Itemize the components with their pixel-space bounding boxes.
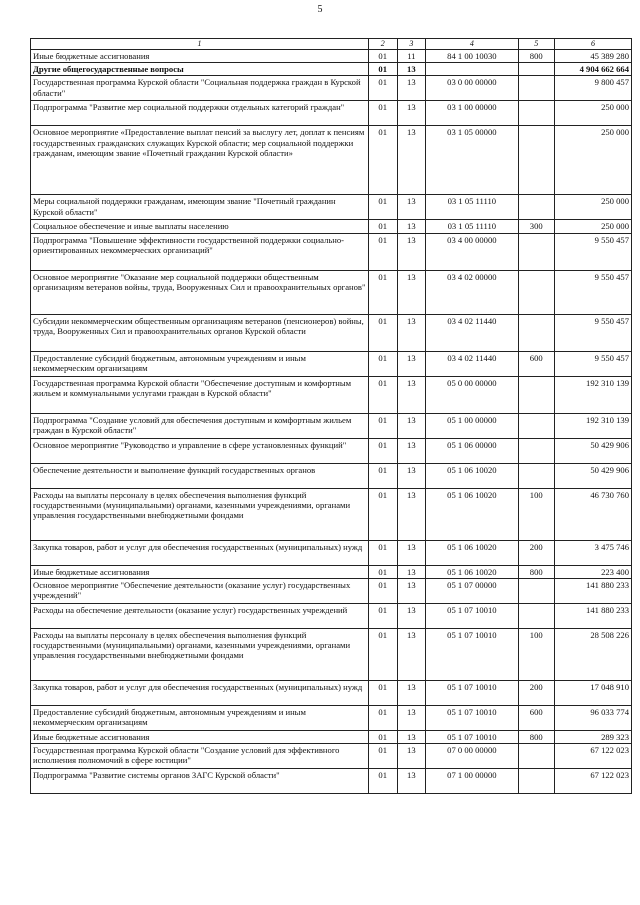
amount-cell: 46 730 760 (554, 488, 631, 540)
column-header: 2 (368, 39, 397, 50)
target-article-cell: 05 1 07 10010 (426, 680, 518, 705)
expense-name-cell: Социальное обеспечение и иные выплаты населению (31, 220, 369, 233)
expense-type-cell (518, 769, 554, 794)
expense-type-cell (518, 233, 554, 270)
table-row (31, 101, 632, 126)
target-article-cell: 03 4 02 11440 (426, 351, 518, 376)
amount-cell: 223 400 (554, 565, 631, 578)
target-article-cell: 05 1 06 10020 (426, 565, 518, 578)
subsection-code-cell: 13 (397, 730, 426, 743)
target-article-cell: 05 1 06 10020 (426, 540, 518, 565)
expense-type-cell: 200 (518, 540, 554, 565)
expense-name-cell: Иные бюджетные ассигнования (31, 565, 369, 578)
section-code-cell: 01 (368, 220, 397, 233)
section-code-cell: 01 (368, 413, 397, 438)
target-article-cell: 07 0 00 00000 (426, 744, 518, 769)
table-row (31, 314, 632, 351)
budget-table (30, 38, 632, 794)
amount-cell: 50 429 906 (554, 438, 631, 463)
expense-name-cell: Закупка товаров, работ и услуг для обеспечения государственных (муниципальных) нужд (31, 680, 369, 705)
amount-cell: 192 310 139 (554, 376, 631, 413)
section-code-cell: 01 (368, 376, 397, 413)
expense-name-cell: Подпрограмма "Развитие мер социальной поддержки отдельных категорий граждан" (31, 101, 369, 126)
subsection-code-cell: 13 (397, 488, 426, 540)
amount-cell: 250 000 (554, 126, 631, 195)
expense-name-cell: Основное мероприятие "Оказание мер социальной поддержки общественным организациям ветеранов войны, труда, Вооруженных Сил и правоохранительных органов" (31, 270, 369, 314)
target-article-cell: 84 1 00 10030 (426, 50, 518, 63)
amount-cell: 17 048 910 (554, 680, 631, 705)
expense-name-cell: Подпрограмма "Развитие системы органов ЗАГС Курской области" (31, 769, 369, 794)
expense-type-cell (518, 744, 554, 769)
expense-name-cell: Субсидии некоммерческим общественным организациям ветеранов (пенсионеров) войны, труда, Вооруженных Сил и правоохранительных органов Курской области (31, 314, 369, 351)
expense-type-cell: 200 (518, 680, 554, 705)
subsection-code-cell: 13 (397, 351, 426, 376)
target-article-cell: 05 1 07 10010 (426, 628, 518, 680)
expense-name-cell: Государственная программа Курской области "Создание условий для эффективного исполнения полномочий в сфере юстиции" (31, 744, 369, 769)
amount-cell: 67 122 023 (554, 744, 631, 769)
expense-type-cell: 100 (518, 488, 554, 540)
section-code-cell: 01 (368, 744, 397, 769)
table-row (31, 578, 632, 603)
column-number-row (31, 39, 632, 50)
table-row (31, 220, 632, 233)
expense-name-cell: Расходы на обеспечение деятельности (оказание услуг) государственных учреждений (31, 603, 369, 628)
expense-type-cell (518, 438, 554, 463)
expense-name-cell: Основное мероприятие "Обеспечение деятельности (оказание услуг) государственных учреждений" (31, 578, 369, 603)
table-row (31, 126, 632, 195)
subsection-code-cell: 13 (397, 63, 426, 76)
subsection-code-cell: 11 (397, 50, 426, 63)
section-code-cell: 01 (368, 314, 397, 351)
expense-name-cell: Иные бюджетные ассигнования (31, 730, 369, 743)
section-code-cell: 01 (368, 63, 397, 76)
section-code-cell: 01 (368, 730, 397, 743)
expense-name-cell: Другие общегосударственные вопросы (31, 63, 369, 76)
target-article-cell: 03 1 05 00000 (426, 126, 518, 195)
table-row (31, 50, 632, 63)
amount-cell: 4 904 662 664 (554, 63, 631, 76)
target-article-cell: 05 0 00 00000 (426, 376, 518, 413)
amount-cell: 9 550 457 (554, 351, 631, 376)
expense-name-cell: Государственная программа Курской области "Обеспечение доступным и комфортным жильем и коммунальными услугами граждан в Курской области" (31, 376, 369, 413)
expense-type-cell (518, 314, 554, 351)
table-row (31, 376, 632, 413)
target-article-cell: 05 1 07 10010 (426, 730, 518, 743)
amount-cell: 9 800 457 (554, 76, 631, 101)
table-row (31, 705, 632, 730)
expense-type-cell: 800 (518, 50, 554, 63)
section-code-cell: 01 (368, 270, 397, 314)
subsection-code-cell: 13 (397, 314, 426, 351)
target-article-cell (426, 63, 518, 76)
column-header: 3 (397, 39, 426, 50)
subsection-code-cell: 13 (397, 233, 426, 270)
expense-name-cell: Государственная программа Курской области "Социальная поддержка граждан в Курской области" (31, 76, 369, 101)
section-code-cell: 01 (368, 233, 397, 270)
table-row (31, 488, 632, 540)
subsection-code-cell: 13 (397, 126, 426, 195)
table-row (31, 769, 632, 794)
table-row (31, 540, 632, 565)
expense-name-cell: Основное мероприятие "Руководство и управление в сфере установленных функций" (31, 438, 369, 463)
expense-name-cell: Подпрограмма "Создание условий для обеспечения доступным и комфортным жильем граждан в Курской области" (31, 413, 369, 438)
expense-name-cell: Предоставление субсидий бюджетным, автономным учреждениям и иным некоммерческим организациям (31, 351, 369, 376)
target-article-cell: 07 1 00 00000 (426, 769, 518, 794)
expense-name-cell: Подпрограмма "Повышение эффективности государственной поддержки социально-ориентированных некоммерческих организаций" (31, 233, 369, 270)
section-code-cell: 01 (368, 126, 397, 195)
subsection-code-cell: 13 (397, 769, 426, 794)
subsection-code-cell: 13 (397, 270, 426, 314)
expense-type-cell (518, 270, 554, 314)
expense-type-cell (518, 126, 554, 195)
column-header: 5 (518, 39, 554, 50)
expense-type-cell (518, 76, 554, 101)
section-code-cell: 01 (368, 705, 397, 730)
expense-type-cell (518, 195, 554, 220)
amount-cell: 289 323 (554, 730, 631, 743)
amount-cell: 67 122 023 (554, 769, 631, 794)
amount-cell: 192 310 139 (554, 413, 631, 438)
target-article-cell: 03 1 00 00000 (426, 101, 518, 126)
expense-type-cell (518, 603, 554, 628)
expense-type-cell: 800 (518, 565, 554, 578)
subsection-code-cell: 13 (397, 195, 426, 220)
expense-name-cell: Расходы на выплаты персоналу в целях обеспечения выполнения функций государственными (муниципальными) органами, казенными учреждениями, органами управления государственными внебюджетными фондами (31, 488, 369, 540)
target-article-cell: 05 1 07 10010 (426, 603, 518, 628)
section-code-cell: 01 (368, 540, 397, 565)
expense-type-cell (518, 376, 554, 413)
target-article-cell: 05 1 00 00000 (426, 413, 518, 438)
section-code-cell: 01 (368, 565, 397, 578)
expense-type-cell (518, 63, 554, 76)
section-code-cell: 01 (368, 195, 397, 220)
target-article-cell: 05 1 06 10020 (426, 488, 518, 540)
subsection-code-cell: 13 (397, 565, 426, 578)
section-code-cell: 01 (368, 628, 397, 680)
subsection-code-cell: 13 (397, 76, 426, 101)
target-article-cell: 03 4 00 00000 (426, 233, 518, 270)
subsection-code-cell: 13 (397, 101, 426, 126)
expense-name-cell: Основное мероприятие «Предоставление выплат пенсий за выслугу лет, доплат к пенсиям государственных гражданских служащих Курской области; мер социальной поддержки гражданам, имеющим звание «Почетный гражданин Курской области» (31, 126, 369, 195)
target-article-cell: 05 1 07 10010 (426, 705, 518, 730)
amount-cell: 45 389 280 (554, 50, 631, 63)
expense-name-cell: Расходы на выплаты персоналу в целях обеспечения выполнения функций государственными (муниципальными) органами, казенными учреждениями, органами управления государственными внебюджетными фондами (31, 628, 369, 680)
table-row (31, 680, 632, 705)
section-code-cell: 01 (368, 438, 397, 463)
subsection-code-cell: 13 (397, 540, 426, 565)
amount-cell: 250 000 (554, 195, 631, 220)
subsection-code-cell: 13 (397, 705, 426, 730)
column-header: 6 (554, 39, 631, 50)
section-code-cell: 01 (368, 351, 397, 376)
subsection-code-cell: 13 (397, 463, 426, 488)
amount-cell: 96 033 774 (554, 705, 631, 730)
column-header: 4 (426, 39, 518, 50)
subsection-code-cell: 13 (397, 744, 426, 769)
table-row (31, 730, 632, 743)
table-row (31, 233, 632, 270)
amount-cell: 250 000 (554, 101, 631, 126)
section-code-cell: 01 (368, 101, 397, 126)
table-row (31, 270, 632, 314)
target-article-cell: 03 4 02 00000 (426, 270, 518, 314)
table-row (31, 603, 632, 628)
subsection-code-cell: 13 (397, 376, 426, 413)
expense-name-cell: Иные бюджетные ассигнования (31, 50, 369, 63)
target-article-cell: 05 1 07 00000 (426, 578, 518, 603)
target-article-cell: 05 1 06 10020 (426, 463, 518, 488)
table-row (31, 628, 632, 680)
table-row (31, 76, 632, 101)
table-row (31, 63, 632, 76)
table-row (31, 565, 632, 578)
section-code-cell: 01 (368, 680, 397, 705)
expense-type-cell: 600 (518, 705, 554, 730)
table-row (31, 438, 632, 463)
table-row (31, 744, 632, 769)
amount-cell: 9 550 457 (554, 233, 631, 270)
expense-name-cell: Закупка товаров, работ и услуг для обеспечения государственных (муниципальных) нужд (31, 540, 369, 565)
amount-cell: 50 429 906 (554, 463, 631, 488)
table-row (31, 195, 632, 220)
expense-name-cell: Меры социальной поддержки гражданам, имеющим звание "Почетный гражданин Курской области" (31, 195, 369, 220)
page-number: 5 (317, 4, 323, 15)
expense-type-cell (518, 101, 554, 126)
column-header: 1 (31, 39, 369, 50)
amount-cell: 9 550 457 (554, 270, 631, 314)
expense-name-cell: Обеспечение деятельности и выполнение функций государственных органов (31, 463, 369, 488)
subsection-code-cell: 13 (397, 603, 426, 628)
subsection-code-cell: 13 (397, 578, 426, 603)
amount-cell: 141 880 233 (554, 578, 631, 603)
expense-type-cell: 800 (518, 730, 554, 743)
target-article-cell: 05 1 06 00000 (426, 438, 518, 463)
expense-name-cell: Предоставление субсидий бюджетным, автономным учреждениям и иным некоммерческим организациям (31, 705, 369, 730)
expense-type-cell (518, 463, 554, 488)
table-row (31, 351, 632, 376)
amount-cell: 141 880 233 (554, 603, 631, 628)
section-code-cell: 01 (368, 769, 397, 794)
section-code-cell: 01 (368, 50, 397, 63)
expense-type-cell: 600 (518, 351, 554, 376)
section-code-cell: 01 (368, 603, 397, 628)
expense-type-cell: 100 (518, 628, 554, 680)
subsection-code-cell: 13 (397, 680, 426, 705)
expense-type-cell: 300 (518, 220, 554, 233)
amount-cell: 28 508 226 (554, 628, 631, 680)
subsection-code-cell: 13 (397, 628, 426, 680)
subsection-code-cell: 13 (397, 413, 426, 438)
target-article-cell: 03 1 05 11110 (426, 220, 518, 233)
table-row (31, 463, 632, 488)
subsection-code-cell: 13 (397, 220, 426, 233)
amount-cell: 250 000 (554, 220, 631, 233)
section-code-cell: 01 (368, 463, 397, 488)
amount-cell: 3 475 746 (554, 540, 631, 565)
subsection-code-cell: 13 (397, 438, 426, 463)
section-code-cell: 01 (368, 488, 397, 540)
target-article-cell: 03 4 02 11440 (426, 314, 518, 351)
target-article-cell: 03 0 00 00000 (426, 76, 518, 101)
expense-type-cell (518, 578, 554, 603)
target-article-cell: 03 1 05 11110 (426, 195, 518, 220)
expense-type-cell (518, 413, 554, 438)
table-row (31, 413, 632, 438)
section-code-cell: 01 (368, 578, 397, 603)
amount-cell: 9 550 457 (554, 314, 631, 351)
section-code-cell: 01 (368, 76, 397, 101)
